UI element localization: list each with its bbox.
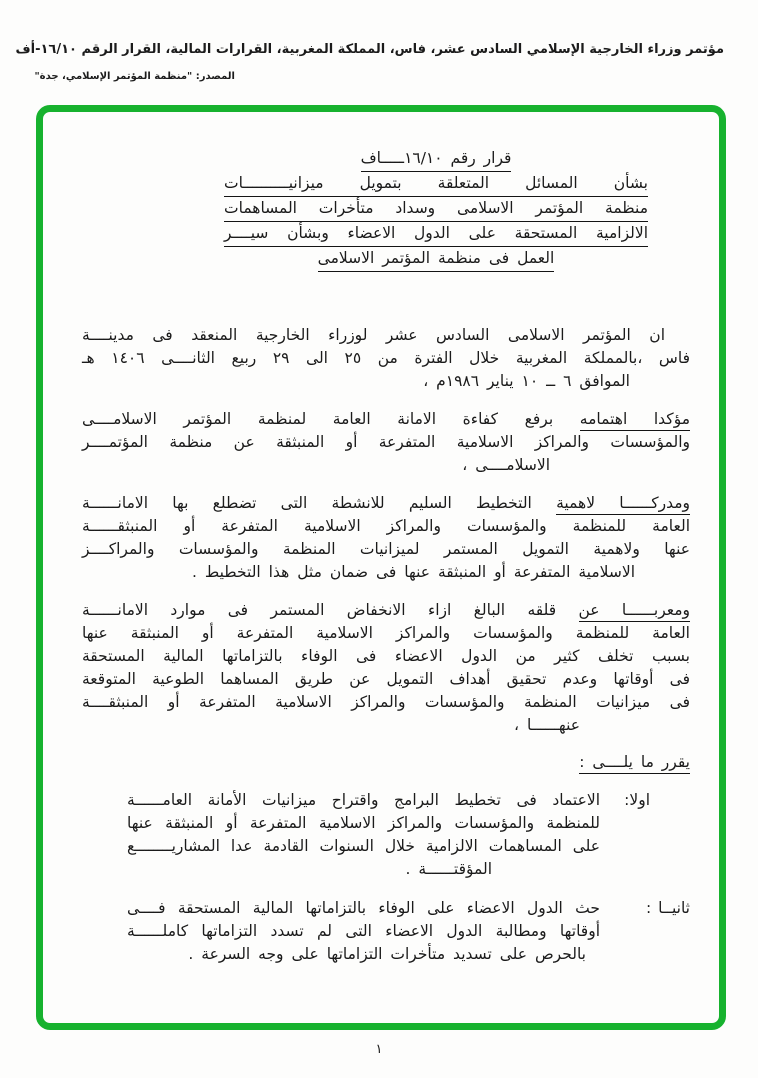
clause-label: ثانيــا : [646, 899, 690, 917]
text-line: حث الدول الاعضاء على الوفاء بالتزاماتها المالية المستحقة فــــى [127, 899, 600, 917]
text-line: بالحرص على تسديد متأخرات التزاماتها على وجه السرعة . [188, 945, 586, 963]
title-line-text: قرار رقم ١٦/١٠ـــــاف [361, 148, 512, 172]
header-title: مؤتمر وزراء الخارجية الإسلامي السادس عشر، فاس، المملكة المغربية، القرارات المالية، القرار الرقم ١٦/١٠-أف [15, 42, 724, 57]
resolution-title-block [224, 148, 648, 272]
underlined-lead: مؤكدا اهتمامه [580, 410, 690, 431]
title-line-text: منظمة المؤتمر الاسلامى وسداد متأخرات المساهمات [224, 198, 648, 222]
text-line: للمنظمة والمؤسسات والمراكز الاسلامية المتفرعة أو المنبثقة عنها [127, 814, 600, 832]
page-number: ١ [375, 1042, 383, 1057]
resolution-preamble [82, 324, 690, 737]
text-line: مؤكدا اهتمامه برفع كفاءة الامانة العامة لمنظمة المؤتمر الاسلامــــى [82, 408, 690, 431]
paragraph [82, 599, 690, 737]
underlined-lead: ومدركــــــا لاهمية [556, 494, 690, 515]
title-line [224, 223, 648, 247]
text-line: فى ميزانيات المنظمة والمؤسسات والمراكز الاسلامية المتفرعة أو المنبثقــــة [82, 693, 690, 711]
text-line: الاسلامــــى ، [462, 456, 550, 474]
title-line-text: الالزامية المستحقة على الدول الاعضاء وبشأن سيــــر [224, 223, 648, 247]
decision-heading-row [82, 752, 690, 773]
text-line: الاعتماد فى تخطيط البرامج واقتراح ميزانيات الأمانة العامــــــة [127, 791, 600, 809]
text-line: أوقاتها ومطالبة الدول الاعضاء التى لم تسدد التزاماتها كاملــــــة [127, 922, 600, 940]
text-line: بسبب تخلف كثير من الدول الاعضاء فى الوفاء بالتزاماتها المالية المستحقة [82, 647, 690, 665]
green-frame [36, 105, 726, 1030]
title-line [224, 248, 648, 272]
text-line: ومعربــــــا عن قلقه البالغ ازاء الانخفاض المستمر فى موارد الامانــــــة [82, 599, 690, 622]
text-line: الموافق ٦ ــ ١٠ يناير ١٩٨٦م ، [423, 372, 630, 390]
decision-heading: يقرر ما يلــــى : [579, 753, 690, 774]
paragraph [82, 492, 690, 584]
text-line: عنهــــــا ، [514, 716, 580, 734]
paragraph [82, 408, 690, 477]
text-line: فى أوقاتها وعدم تحقيق أهداف التمويل عن طريق المساهما الطوعية المتوقعة [82, 670, 690, 688]
paragraph [82, 324, 690, 393]
title-line [224, 198, 648, 222]
text-line: المؤقتــــــة . [405, 860, 492, 878]
clause-body [127, 897, 600, 966]
text-line: فاس ،بالمملكة المغربية خلال الفترة من ٢٥ الى ٢٩ ربيع الثانــــى ١٤٠٦ هـ [82, 349, 690, 367]
title-line-text: العمل فى منظمة المؤتمر الاسلامى [318, 248, 555, 272]
text-line: العامة للمنظمة والمؤسسات والمراكز الاسلامية المتفرعة أو المنبثقــــــة [82, 517, 690, 535]
clause-body [127, 789, 600, 881]
text-line: ان المؤتمر الاسلامى السادس عشر لوزراء الخارجية المنعقد فى مدينــــة [82, 326, 665, 344]
text-line: العامة للمنظمة والمؤسسات والمراكز الاسلامية المتفرعة أو المنبثقة عنها [82, 624, 690, 642]
clause [82, 897, 690, 966]
text-line: ومدركــــــا لاهمية التخطيط السليم للانشطة التى تضطلع بها الامانــــــة [82, 492, 690, 515]
resolution-clauses [82, 789, 690, 966]
clause [82, 789, 690, 881]
text-line: عنها ولاهمية التمويل المستمر لميزانيات المنظمة والمؤسسات والمراكــــز [82, 540, 690, 558]
text-line: على المساهمات الالزامية خلال السنوات القادمة عدا المشاريــــــــع [127, 837, 600, 855]
title-line [224, 173, 648, 197]
title-line-text: بشأن المسائل المتعلقة بتمويل ميزانيــــــــــات [224, 173, 648, 197]
title-line [224, 148, 648, 172]
text-line: والمؤسسات والمراكز الاسلامية المتفرعة أو المنبثقة عن منظمة المؤتمــــر [82, 433, 690, 451]
underlined-lead: ومعربــــــا عن [579, 601, 691, 622]
header-source: المصدر: "منظمة المؤتمر الإسلامي، جدة" [34, 71, 235, 82]
clause-label: اولا: [624, 791, 650, 809]
text-line: الاسلامية المتفرعة أو المنبثقة عنها فى ضمان مثل هذا التخطيط . [192, 563, 635, 581]
